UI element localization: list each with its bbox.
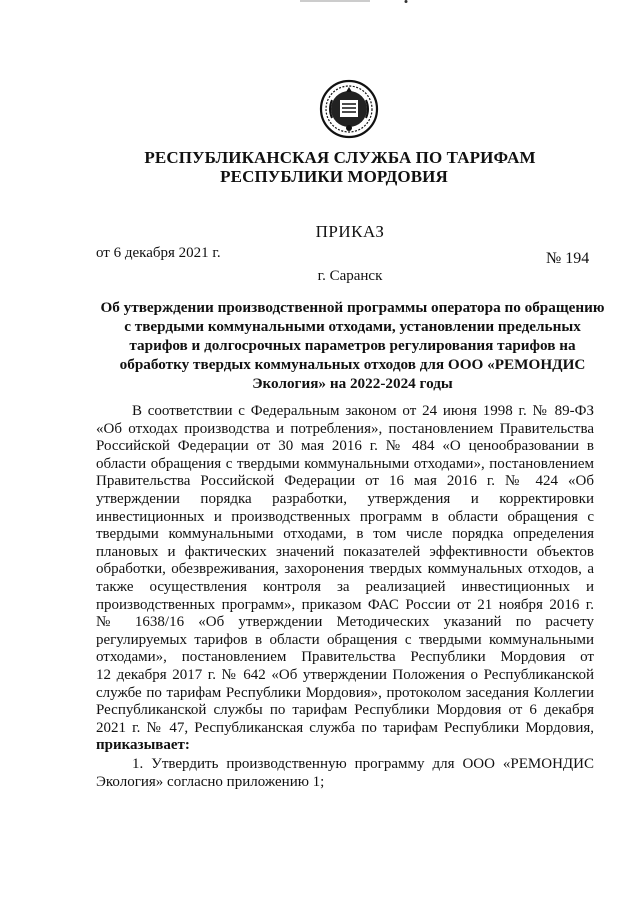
document-number: № 194 (546, 250, 590, 267)
body-line: производственных программ», приказом ФАС России от 21 ноября 2016 г. (96, 596, 594, 613)
title-line: с твердыми коммунальными отходами, установлении предельных (124, 318, 581, 335)
body-line: регулируемых тарифов в области обращения с твердыми коммунальными (96, 631, 594, 648)
title-line: тарифов и долгосрочных параметров регулирования тарифов на (129, 337, 576, 354)
body-line: обработки, обезвреживания, захоронения твердых коммунальных отходов, а (96, 561, 594, 578)
document-date: от 6 декабря 2021 г. (96, 245, 221, 261)
body-line: Российской Федерации от 30 мая 2016 г. № 484 «О ценообразовании в (96, 438, 594, 455)
document-type: ПРИКАЗ (315, 222, 385, 241)
body-line: «Об отходах производства и потребления», постановлением Правительства (96, 420, 594, 437)
body-line: Правительства Российской Федерации от 16 мая 2016 г. № 424 «Об (96, 473, 594, 490)
body-line: 2021 г. № 47, Республиканская служба по тарифам Республики Мордовия, (96, 719, 594, 736)
body-line: плановых и фактических значений показателей эффективности объектов (96, 543, 594, 560)
document-city: г. Саранск (317, 268, 383, 284)
body-conclusion: приказывает: (96, 737, 190, 754)
title-line: обработку твердых коммунальных отходов для ООО «РЕМОНДИС (119, 356, 586, 373)
body-line: 12 декабря 2017 г. № 642 «Об утверждении Положения о Республиканской (96, 666, 594, 683)
scan-mark (300, 0, 420, 4)
body-line: № 1638/16 «Об утверждении Методических указаний по расчету (96, 614, 594, 631)
organization-name-line1: РЕСПУБЛИКАНСКАЯ СЛУЖБА ПО ТАРИФАМ (144, 148, 536, 167)
body-line: В соответствии с Федеральным законом от 24 июня 1998 г. № 89-ФЗ (132, 403, 594, 419)
document-title (100, 298, 605, 393)
order-item-1 (96, 755, 594, 791)
organization-name-line2: РЕСПУБЛИКИ МОРДОВИЯ (220, 167, 448, 186)
body-line: утверждении порядка разработки, утверждения и корректировки (96, 490, 594, 507)
body-line: твердыми коммунальными отходами, в том числе порядка определения (96, 526, 594, 543)
body-line: области обращения с твердыми коммунальными отходами», постановлением (96, 455, 594, 472)
title-line: Экология» на 2022-2024 годы (252, 375, 453, 392)
item-line: Экология» согласно приложению 1; (96, 774, 325, 790)
body-line: инвестиционных и производственных программ в области обращения с (96, 508, 594, 525)
body-line: службе по тарифам Республики Мордовия», протоколом заседания Коллегии (96, 684, 594, 701)
body-line: также осуществления контроля за реализацией инвестиционных и (96, 578, 594, 595)
item-line: 1. Утвердить производственную программу для ООО «РЕМОНДИС (132, 756, 594, 772)
body-line: отходами», постановлением Правительства Республики Мордовия от (96, 649, 594, 666)
coat-of-arms-icon (318, 78, 380, 140)
preamble-paragraph (96, 403, 594, 755)
body-line: Республиканской службы по тарифам Республики Мордовия от 6 декабря (96, 702, 594, 719)
title-line: Об утверждении производственной программы оператора по обращению (100, 299, 605, 316)
